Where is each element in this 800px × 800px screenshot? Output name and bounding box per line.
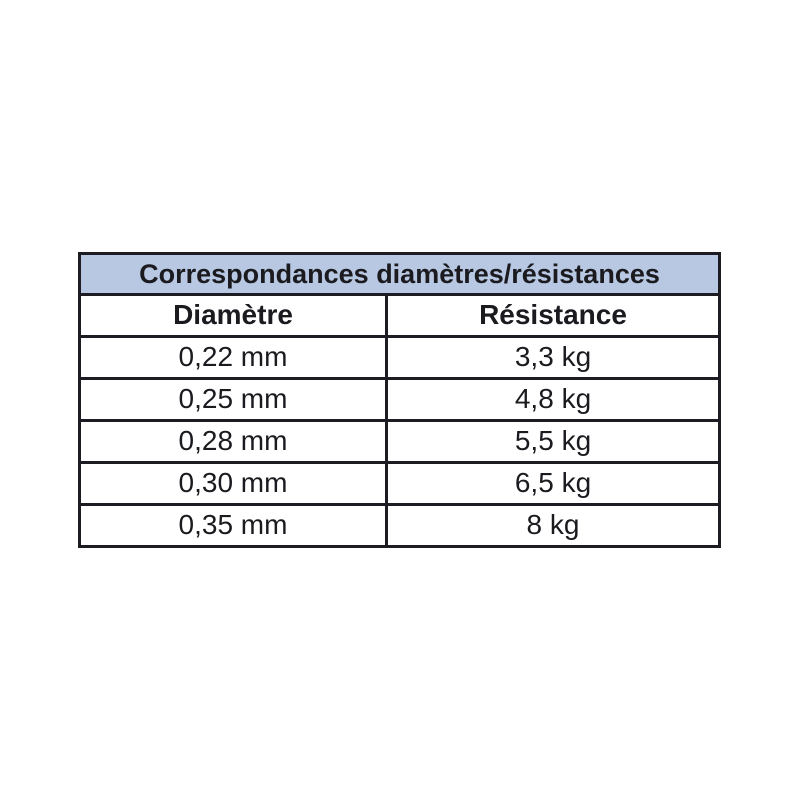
column-header-resistance: Résistance (385, 296, 718, 335)
diameter-cell: 0,28 mm (178, 424, 288, 456)
correspondence-table (78, 252, 721, 548)
resistance-cell: 6,5 kg (385, 464, 718, 503)
resistance-cell: 8 kg (385, 506, 718, 545)
diameter-cell: 0,25 mm (178, 382, 288, 414)
resistance-cell: 4,8 kg (385, 380, 718, 419)
table-row (81, 461, 718, 503)
table-row (81, 419, 718, 461)
table-row (81, 335, 718, 377)
table-title: Correspondances diamètres/résistances (81, 255, 718, 296)
table-header-row (81, 296, 718, 335)
diameter-cell: 0,22 mm (178, 340, 288, 372)
table-row (81, 377, 718, 419)
column-header-diametre: Diamètre (173, 298, 293, 330)
resistance-cell: 3,3 kg (385, 338, 718, 377)
resistance-cell: 5,5 kg (385, 422, 718, 461)
table-row (81, 503, 718, 545)
diameter-cell: 0,30 mm (178, 466, 288, 498)
diameter-cell: 0,35 mm (178, 508, 288, 540)
